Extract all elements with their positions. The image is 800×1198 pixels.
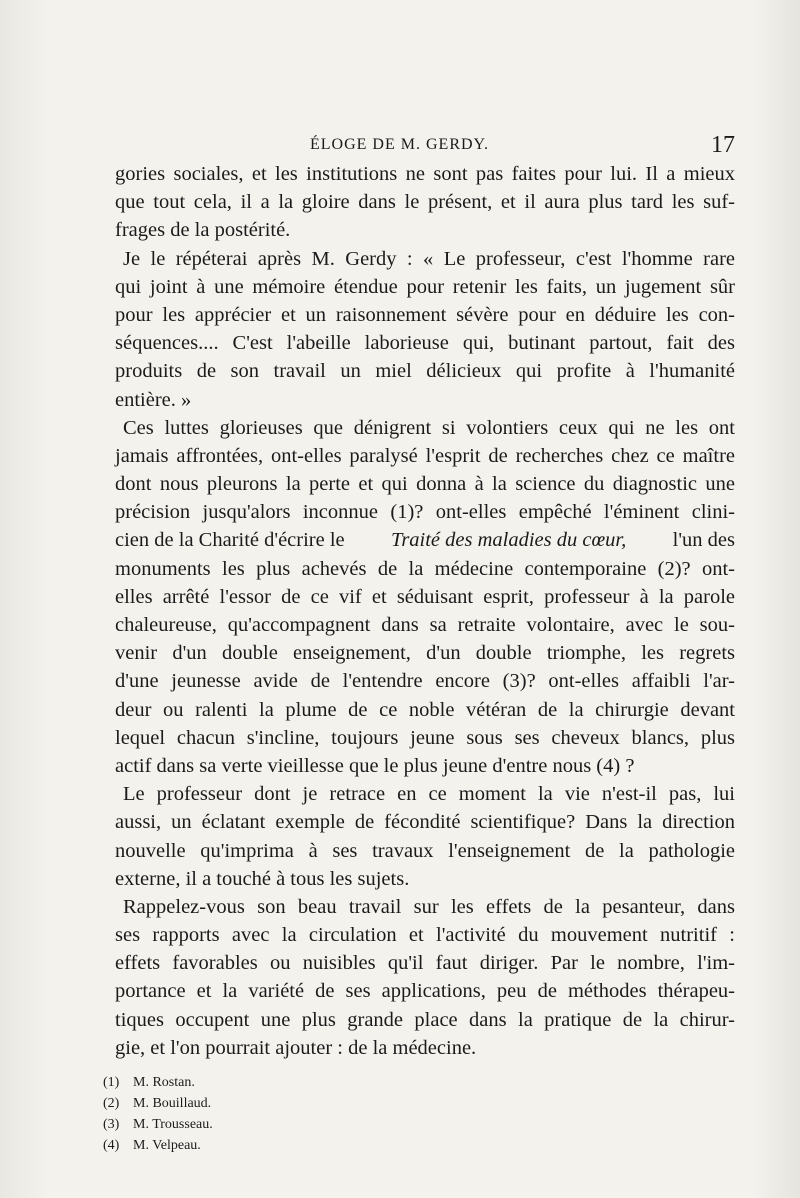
- running-title: ÉLOGE DE M. GERDY.: [310, 136, 490, 153]
- text-line: jamais affrontées, ont-elles paralysé l'esprit de recherches chez ce maître: [115, 444, 735, 467]
- text-line: frages de la postérité.: [115, 219, 291, 242]
- footnote-text: M. Velpeau.: [133, 1138, 201, 1153]
- footnote: [103, 1072, 403, 1093]
- text-line: elles arrêté l'essor de ce vif et séduisant esprit, professeur à la parole: [115, 585, 735, 608]
- text-line: d'une jeunesse avide de l'entendre encore (3)? ont-elles affaibli l'ar-: [115, 670, 735, 693]
- body-text: [115, 160, 735, 1062]
- footnote: [103, 1093, 403, 1114]
- footnotes: [103, 1072, 403, 1156]
- footnote-text: M. Bouillaud.: [133, 1096, 212, 1111]
- footnote-text: M. Trousseau.: [133, 1117, 213, 1132]
- footnote: [103, 1114, 403, 1135]
- text-segment: cien de la Charité d'écrire le: [115, 529, 345, 552]
- text-line: deur ou ralenti la plume de ce noble vétéran de la chirurgie devant: [115, 698, 735, 721]
- text-line: nouvelle qu'imprima à ses travaux l'enseignement de la pathologie: [115, 839, 735, 862]
- book-title: Traité des maladies du cœur,: [391, 529, 627, 552]
- footnote-text: M. Rostan.: [133, 1075, 195, 1090]
- text-line: actif dans sa verte vieillesse que le plus jeune d'entre nous (4) ?: [115, 754, 635, 777]
- text-line: lequel chacun s'incline, toujours jeune sous ses cheveux blancs, plus: [115, 726, 735, 749]
- text-line: pour les apprécier et un raisonnement sévère pour en déduire les con-: [115, 303, 735, 326]
- text-line: externe, il a touché à tous les sujets.: [115, 867, 410, 890]
- text-line: effets favorables ou nuisibles qu'il faut diriger. Par le nombre, l'im-: [115, 952, 735, 975]
- text-line: tiques occupent une plus grande place dans la pratique de la chirur-: [115, 1008, 735, 1031]
- text-line: que tout cela, il a la gloire dans le présent, et il aura plus tard les suf-: [115, 191, 735, 214]
- text-line: produits de son travail un miel délicieux qui profite à l'humanité: [115, 360, 735, 383]
- page-number: 17: [711, 132, 735, 158]
- text-line: précision jusqu'alors inconnue (1)? ont-elles empêché l'éminent clini-: [115, 501, 735, 524]
- text-line: entière. »: [115, 388, 192, 411]
- text-line: gories sociales, et les institutions ne sont pas faites pour lui. Il a mieux: [115, 163, 735, 185]
- footnote-number: (4): [103, 1138, 120, 1153]
- text-line: Rappelez-vous son beau travail sur les effets de la pesanteur, dans: [123, 895, 735, 918]
- text-line: venir d'un double enseignement, d'un double triomphe, les regrets: [115, 642, 735, 665]
- text-line: gie, et l'on pourrait ajouter : de la médecine.: [115, 1036, 477, 1059]
- text-line: portance et la variété de ses applications, peu de méthodes thérapeu-: [115, 980, 735, 1003]
- footnote-number: (3): [103, 1117, 120, 1132]
- text-line: chaleureuse, qu'accompagnent dans sa retraite volontaire, avec le sou-: [115, 614, 735, 636]
- text-segment: l'un des: [672, 529, 735, 552]
- text-line: Le professeur dont je retrace en ce moment la vie n'est-il pas, lui: [123, 783, 735, 806]
- footnote-number: (1): [103, 1075, 120, 1090]
- text-line: dont nous pleurons la perte et qui donna à la science du diagnostic une: [115, 473, 735, 496]
- text-line: séquences.... C'est l'abeille laborieuse qui, butinant partout, fait des: [115, 332, 735, 355]
- footnote: [103, 1135, 403, 1156]
- text-line: aussi, un éclatant exemple de fécondité scientifique? Dans la direction: [115, 811, 735, 834]
- text-line: ses rapports avec la circulation et l'activité du mouvement nutritif :: [115, 924, 735, 947]
- text-line: monuments les plus achevés de la médecine contemporaine (2)? ont-: [115, 557, 735, 580]
- text-line: qui joint à une mémoire étendue pour retenir les faits, un jugement sûr: [115, 275, 735, 298]
- footnote-number: (2): [103, 1096, 120, 1111]
- text-line-with-title: [115, 526, 735, 554]
- text-line: Ces luttes glorieuses que dénigrent si volontiers ceux qui ne les ont: [123, 416, 735, 439]
- text-line: Je le répéterai après M. Gerdy : « Le professeur, c'est l'homme rare: [123, 247, 735, 270]
